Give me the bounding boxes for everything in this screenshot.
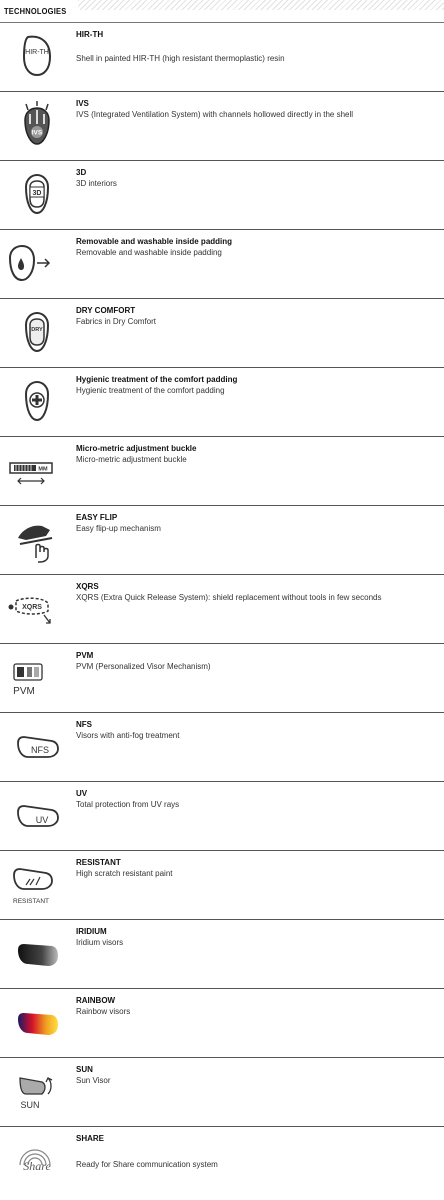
resistant-icon <box>6 859 56 909</box>
tech-item-iridium <box>0 920 444 989</box>
tech-description: XQRS (Extra Quick Release System): shield replacement without tools in few seconds <box>76 593 382 602</box>
tech-item-uv <box>0 782 444 851</box>
uv-icon <box>12 790 62 840</box>
tech-item-ivs <box>0 92 444 161</box>
tech-name: IRIDIUM <box>76 927 107 936</box>
svg-text:PVM: PVM <box>13 686 35 697</box>
technologies-header <box>0 0 444 23</box>
svg-text:RESISTANT: RESISTANT <box>13 898 49 905</box>
svg-text:NFS: NFS <box>31 745 49 755</box>
rainbow-visor-icon <box>12 997 62 1047</box>
xqrs-icon <box>6 583 56 633</box>
sun-visor-icon <box>12 1066 62 1116</box>
svg-text:UV: UV <box>35 815 49 825</box>
tech-name: PVM <box>76 651 94 660</box>
nfs-icon <box>12 721 62 771</box>
tech-item-resistant <box>0 851 444 920</box>
tech-name: 3D <box>76 168 87 177</box>
tech-name: Micro-metric adjustment buckle <box>76 444 197 453</box>
tech-item-dry-comfort <box>0 299 444 368</box>
tech-name: IVS <box>76 99 89 108</box>
tech-name: SHARE <box>76 1134 105 1143</box>
share-icon <box>10 1135 60 1185</box>
tech-name: RAINBOW <box>76 996 116 1005</box>
tech-item-easy-flip <box>0 506 444 575</box>
tech-description: Shell in painted HIR-TH (high resistant thermoplastic) resin <box>76 54 285 63</box>
tech-item-nfs <box>0 713 444 782</box>
header-stripes <box>78 0 444 10</box>
iridium-visor-icon <box>12 928 62 978</box>
hygienic-treatment-icon <box>12 376 62 426</box>
tech-name: EASY FLIP <box>76 513 118 522</box>
tech-item-removable-padding <box>0 230 444 299</box>
tech-description: Sun Visor <box>76 1076 111 1085</box>
dry-comfort-icon <box>12 307 62 357</box>
tech-name: Hygienic treatment of the comfort padding <box>76 375 238 384</box>
svg-text:HIR-TH: HIR-TH <box>25 49 49 56</box>
tech-name: UV <box>76 789 88 798</box>
tech-description: Visors with anti-fog treatment <box>76 731 180 740</box>
pvm-icon <box>6 652 56 702</box>
tech-description: Removable and washable inside padding <box>76 248 222 257</box>
tech-name: HIR-TH <box>76 30 104 39</box>
svg-text:3D: 3D <box>32 190 42 197</box>
tech-name: DRY COMFORT <box>76 306 136 315</box>
tech-name: Removable and washable inside padding <box>76 237 233 246</box>
tech-description: Iridium visors <box>76 938 124 947</box>
svg-text:DRY: DRY <box>31 327 43 333</box>
tech-description: 3D interiors <box>76 179 117 188</box>
svg-text:Share: Share <box>23 1159 51 1173</box>
tech-description: PVM (Personalized Visor Mechanism) <box>76 662 211 671</box>
micrometric-buckle-icon <box>6 445 56 495</box>
svg-text:SUN: SUN <box>20 1100 40 1110</box>
tech-name: SUN <box>76 1065 93 1074</box>
tech-description: Total protection from UV rays <box>76 800 180 809</box>
tech-description: Fabrics in Dry Comfort <box>76 317 157 326</box>
hir-th-icon <box>12 31 62 81</box>
tech-item-micrometric-buckle <box>0 437 444 506</box>
tech-item-rainbow <box>0 989 444 1058</box>
tech-item-3d <box>0 161 444 230</box>
tech-description: Easy flip-up mechanism <box>76 524 161 533</box>
svg-text:XQRS: XQRS <box>22 604 42 611</box>
tech-name: XQRS <box>76 582 99 591</box>
tech-description: Hygienic treatment of the comfort padding <box>76 386 225 395</box>
tech-description: Micro-metric adjustment buckle <box>76 455 187 464</box>
tech-item-sun <box>0 1058 444 1127</box>
tech-item-share <box>0 1127 444 1196</box>
tech-description: IVS (Integrated Ventilation System) with channels hollowed directly in the shell <box>76 110 354 119</box>
tech-name: NFS <box>76 720 92 729</box>
easy-flip-icon <box>12 514 62 564</box>
svg-text:IVS: IVS <box>31 129 43 137</box>
tech-description: Ready for Share communication system <box>76 1160 218 1169</box>
tech-description: High scratch resistant paint <box>76 869 173 878</box>
tech-item-pvm <box>0 644 444 713</box>
section-title: TECHNOLOGIES <box>4 6 67 17</box>
3d-interiors-icon <box>12 169 62 219</box>
svg-text:MM: MM <box>38 466 48 473</box>
tech-description: Rainbow visors <box>76 1007 131 1016</box>
tech-name: RESISTANT <box>76 858 121 867</box>
washable-padding-icon <box>4 238 54 288</box>
ivs-icon <box>12 100 62 150</box>
tech-item-xqrs <box>0 575 444 644</box>
tech-item-hir-th <box>0 23 444 92</box>
tech-item-hygienic <box>0 368 444 437</box>
